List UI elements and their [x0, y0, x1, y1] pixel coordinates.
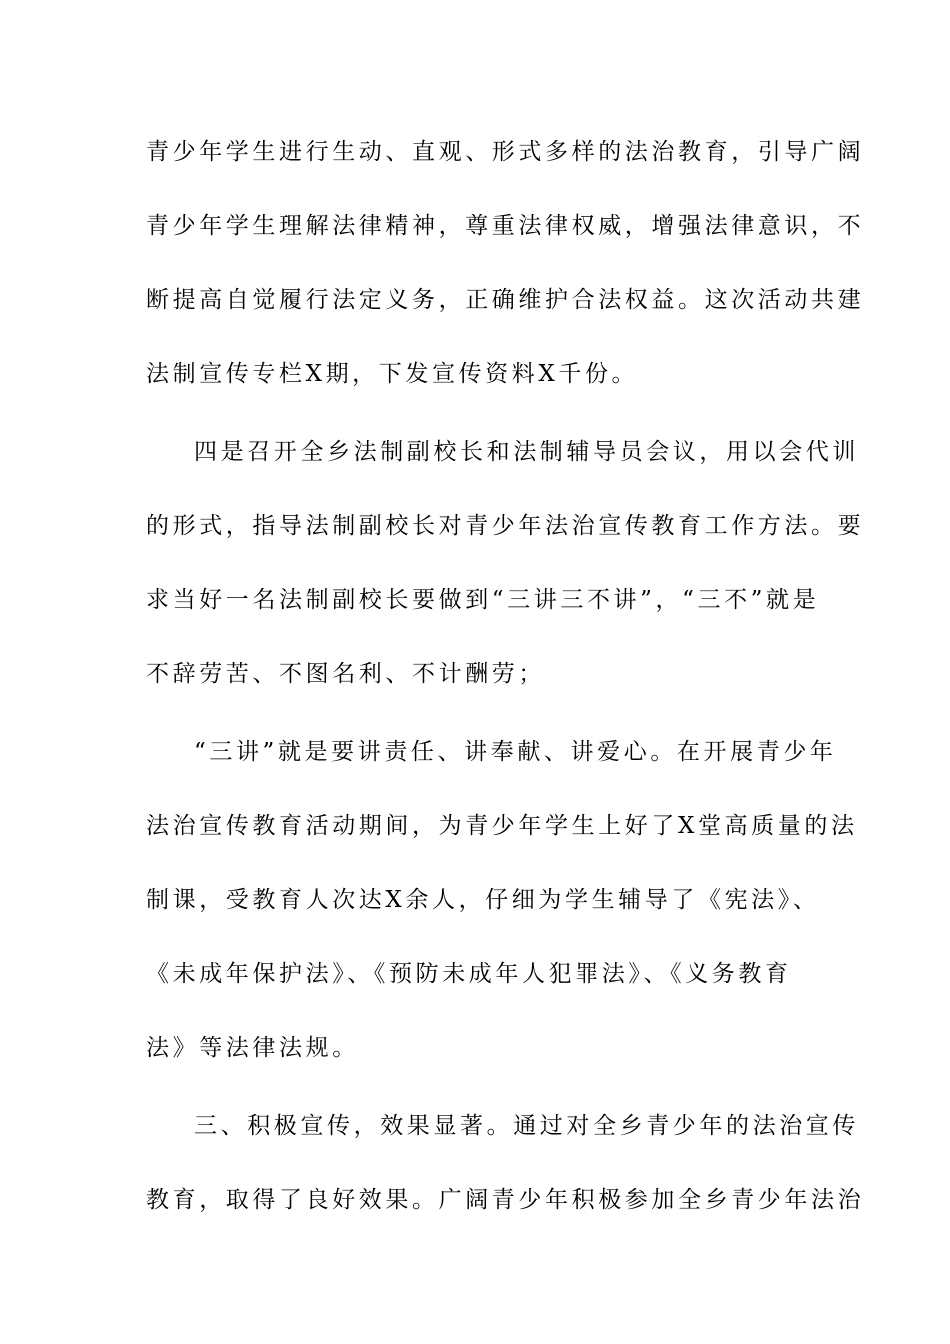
text-line: 法制宣传专栏X期，下发宣传资料X千份。 [146, 361, 639, 387]
text-line: 求当好一名法制副校长要做到“三讲三不讲”，“三不”就是 [146, 587, 820, 613]
text-line: 《未成年保护法》、《预防未成年人犯罪法》、《义务教育 [146, 961, 792, 987]
text-line: 断提高自觉履行法定义务，正确维护合法权益。这次活动共建 [146, 287, 865, 313]
text-line: 法治宣传教育活动期间，为青少年学生上好了X堂高质量的法 [146, 813, 858, 839]
text-line: 制课，受教育人次达X余人，仔细为学生辅导了《宪法》、 [146, 887, 820, 913]
text-line: 不辞劳苦、不图名利、不计酬劳； [146, 661, 545, 687]
text-line: 的形式，指导法制副校长对青少年法治宣传教育工作方法。要 [146, 513, 865, 539]
paragraph-first-line: “三讲”就是要讲责任、讲奉献、讲爱心。在开展青少年 [194, 739, 837, 765]
text-line: 青少年学生理解法律精神，尊重法律权威，增强法律意识，不 [146, 213, 865, 239]
text-line: 教育，取得了良好效果。广阔青少年积极参加全乡青少年法治 [146, 1187, 865, 1213]
text-line: 青少年学生进行生动、直观、形式多样的法治教育，引导广阔 [146, 139, 865, 165]
paragraph-first-line: 三、积极宣传，效果显著。通过对全乡青少年的法治宣传 [194, 1113, 859, 1139]
paragraph-first-line: 四是召开全乡法制副校长和法制辅导员会议，用以会代训 [194, 439, 859, 465]
text-line: 法》等法律法规。 [146, 1035, 359, 1061]
